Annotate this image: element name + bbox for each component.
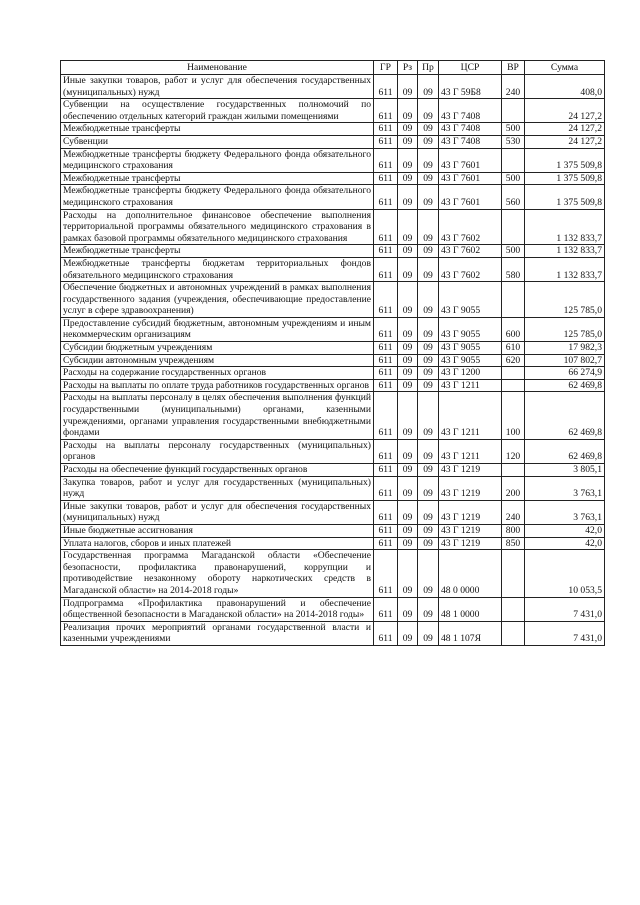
row-gr: 611 xyxy=(374,257,398,281)
row-csr: 43 Г 1219 xyxy=(439,537,502,550)
row-vr: 240 xyxy=(502,75,525,99)
row-gr: 611 xyxy=(374,550,398,597)
header-sum: Сумма xyxy=(525,61,605,75)
row-gr: 611 xyxy=(374,148,398,172)
row-gr: 611 xyxy=(374,282,398,318)
table-row xyxy=(61,282,605,318)
row-sum: 62 469,8 xyxy=(525,392,605,439)
row-name: Иные закупки товаров, работ и услуг для обеспечения государственных (муниципальных) нужд xyxy=(61,75,374,99)
row-gr: 611 xyxy=(374,524,398,537)
row-csr: 43 Г 1211 xyxy=(439,379,502,392)
table-row xyxy=(61,185,605,209)
row-gr: 611 xyxy=(374,367,398,380)
table-row xyxy=(61,597,605,621)
row-name: Расходы на содержание государственных органов xyxy=(61,367,374,380)
row-pr: 09 xyxy=(418,354,439,367)
row-csr: 43 Г 7602 xyxy=(439,245,502,258)
row-vr xyxy=(502,621,525,645)
table-row xyxy=(61,550,605,597)
row-sum: 7 431,0 xyxy=(525,621,605,645)
row-name: Межбюджетные трансферты бюджетам территориальных фондов обязательного медицинского страхования xyxy=(61,257,374,281)
row-pr: 09 xyxy=(418,245,439,258)
row-rz: 09 xyxy=(398,354,418,367)
row-name: Межбюджетные трансферты бюджету Федерального фонда обязательного медицинского страхования xyxy=(61,148,374,172)
row-pr: 09 xyxy=(418,209,439,245)
table-row xyxy=(61,257,605,281)
row-csr: 43 Г 1219 xyxy=(439,476,502,500)
row-vr: 560 xyxy=(502,185,525,209)
table-row xyxy=(61,367,605,380)
row-pr: 09 xyxy=(418,439,439,463)
row-pr: 09 xyxy=(418,123,439,136)
row-rz: 09 xyxy=(398,257,418,281)
row-name: Обеспечение бюджетных и автономных учреждений в рамках выполнения государственного задания (учреждения, обеспечивающие предоставление услуг в сфере здравоохранения) xyxy=(61,282,374,318)
table-row xyxy=(61,317,605,341)
row-name: Субсидии автономным учреждениям xyxy=(61,354,374,367)
budget-table xyxy=(60,60,605,646)
row-name: Расходы на выплаты персоналу в целях обеспечения выполнения функций государственными (муниципальными) органами, казенными учреждениями, органами управления государственными внебюджетными фондами xyxy=(61,392,374,439)
row-sum: 1 375 509,8 xyxy=(525,172,605,185)
row-rz: 09 xyxy=(398,209,418,245)
table-row xyxy=(61,476,605,500)
row-sum: 66 274,9 xyxy=(525,367,605,380)
row-rz: 09 xyxy=(398,537,418,550)
row-sum: 3 763,1 xyxy=(525,476,605,500)
row-gr: 611 xyxy=(374,392,398,439)
table-row xyxy=(61,379,605,392)
row-pr: 09 xyxy=(418,537,439,550)
row-pr: 09 xyxy=(418,500,439,524)
row-vr: 610 xyxy=(502,342,525,355)
row-pr: 09 xyxy=(418,524,439,537)
row-vr: 500 xyxy=(502,123,525,136)
row-sum: 107 802,7 xyxy=(525,354,605,367)
row-name: Субвенции на осуществление государственных полномочий по обеспечению отдельных категорий граждан жилыми помещениями xyxy=(61,99,374,123)
row-csr: 43 Г 9055 xyxy=(439,317,502,341)
table-row xyxy=(61,524,605,537)
row-rz: 09 xyxy=(398,172,418,185)
row-vr: 800 xyxy=(502,524,525,537)
row-vr: 120 xyxy=(502,439,525,463)
header-name: Наименование xyxy=(61,61,374,75)
table-row xyxy=(61,537,605,550)
row-name: Субвенции xyxy=(61,135,374,148)
row-csr: 43 Г 7408 xyxy=(439,123,502,136)
row-sum: 24 127,2 xyxy=(525,99,605,123)
row-vr: 200 xyxy=(502,476,525,500)
row-csr: 43 Г 1211 xyxy=(439,439,502,463)
row-sum: 42,0 xyxy=(525,537,605,550)
row-vr xyxy=(502,367,525,380)
row-pr: 09 xyxy=(418,476,439,500)
table-row xyxy=(61,245,605,258)
row-gr: 611 xyxy=(374,597,398,621)
row-csr: 43 Г 7602 xyxy=(439,257,502,281)
row-vr xyxy=(502,148,525,172)
row-csr: 43 Г 7408 xyxy=(439,99,502,123)
row-pr: 09 xyxy=(418,135,439,148)
row-csr: 43 Г 7408 xyxy=(439,135,502,148)
row-sum: 24 127,2 xyxy=(525,123,605,136)
row-csr: 43 Г 7601 xyxy=(439,172,502,185)
row-gr: 611 xyxy=(374,537,398,550)
row-gr: 611 xyxy=(374,317,398,341)
row-csr: 43 Г 9055 xyxy=(439,282,502,318)
row-gr: 611 xyxy=(374,379,398,392)
row-rz: 09 xyxy=(398,135,418,148)
row-rz: 09 xyxy=(398,464,418,477)
header-pr: Пр xyxy=(418,61,439,75)
row-vr: 850 xyxy=(502,537,525,550)
row-pr: 09 xyxy=(418,367,439,380)
row-rz: 09 xyxy=(398,524,418,537)
row-pr: 09 xyxy=(418,464,439,477)
row-csr: 43 Г 1219 xyxy=(439,464,502,477)
row-rz: 09 xyxy=(398,621,418,645)
row-vr: 240 xyxy=(502,500,525,524)
row-gr: 611 xyxy=(374,464,398,477)
row-vr xyxy=(502,99,525,123)
row-gr: 611 xyxy=(374,123,398,136)
row-name: Реализация прочих мероприятий органами государственной власти и казенными учреждениями xyxy=(61,621,374,645)
row-sum: 1 132 833,7 xyxy=(525,209,605,245)
row-sum: 1 132 833,7 xyxy=(525,257,605,281)
row-csr: 43 Г 9055 xyxy=(439,342,502,355)
table-row xyxy=(61,148,605,172)
row-vr xyxy=(502,282,525,318)
row-vr xyxy=(502,379,525,392)
table-row xyxy=(61,354,605,367)
row-rz: 09 xyxy=(398,148,418,172)
table-row xyxy=(61,135,605,148)
row-csr: 48 1 107Я xyxy=(439,621,502,645)
row-rz: 09 xyxy=(398,75,418,99)
row-name: Расходы на выплаты персоналу государственных (муниципальных) органов xyxy=(61,439,374,463)
table-row xyxy=(61,439,605,463)
row-vr: 100 xyxy=(502,392,525,439)
row-gr: 611 xyxy=(374,500,398,524)
row-name: Межбюджетные трансферты xyxy=(61,245,374,258)
row-vr: 530 xyxy=(502,135,525,148)
row-name: Расходы на дополнительное финансовое обеспечение выполнения территориальной программы обязательного медицинского страхования в рамках базовой программы обязательного медицинского страхования xyxy=(61,209,374,245)
row-rz: 09 xyxy=(398,476,418,500)
table-row xyxy=(61,621,605,645)
row-name: Расходы на выплаты по оплате труда работников государственных органов xyxy=(61,379,374,392)
table-row xyxy=(61,123,605,136)
row-vr: 580 xyxy=(502,257,525,281)
row-name: Субсидии бюджетным учреждениям xyxy=(61,342,374,355)
row-pr: 09 xyxy=(418,550,439,597)
row-pr: 09 xyxy=(418,392,439,439)
row-rz: 09 xyxy=(398,282,418,318)
row-rz: 09 xyxy=(398,123,418,136)
row-csr: 43 Г 7602 xyxy=(439,209,502,245)
row-sum: 1 375 509,8 xyxy=(525,148,605,172)
row-pr: 09 xyxy=(418,148,439,172)
row-name: Государственная программа Магаданской области «Обеспечение безопасности, профилактика правонарушений, коррупции и противодействие незаконному обороту наркотических средств в Магаданской области» на 2014-2018 годы» xyxy=(61,550,374,597)
row-name: Закупка товаров, работ и услуг для государственных (муниципальных) нужд xyxy=(61,476,374,500)
header-vr: ВР xyxy=(502,61,525,75)
row-gr: 611 xyxy=(374,99,398,123)
row-rz: 09 xyxy=(398,500,418,524)
row-csr: 43 Г 1219 xyxy=(439,500,502,524)
row-rz: 09 xyxy=(398,439,418,463)
row-rz: 09 xyxy=(398,317,418,341)
row-gr: 611 xyxy=(374,172,398,185)
table-row xyxy=(61,99,605,123)
row-sum: 62 469,8 xyxy=(525,379,605,392)
row-pr: 09 xyxy=(418,621,439,645)
row-sum: 62 469,8 xyxy=(525,439,605,463)
row-vr: 500 xyxy=(502,172,525,185)
row-name: Предоставление субсидий бюджетным, автономным учреждениям и иным некоммерческим организациям xyxy=(61,317,374,341)
row-gr: 611 xyxy=(374,621,398,645)
row-gr: 611 xyxy=(374,439,398,463)
row-vr: 620 xyxy=(502,354,525,367)
table-row xyxy=(61,209,605,245)
row-name: Иные закупки товаров, работ и услуг для обеспечения государственных (муниципальных) нужд xyxy=(61,500,374,524)
row-sum: 125 785,0 xyxy=(525,317,605,341)
row-rz: 09 xyxy=(398,550,418,597)
row-name: Межбюджетные трансферты бюджету Федерального фонда обязательного медицинского страхования xyxy=(61,185,374,209)
row-vr: 500 xyxy=(502,245,525,258)
row-sum: 1 375 509,8 xyxy=(525,185,605,209)
table-row xyxy=(61,342,605,355)
row-pr: 09 xyxy=(418,172,439,185)
header-csr: ЦСР xyxy=(439,61,502,75)
row-csr: 43 Г 1211 xyxy=(439,392,502,439)
table-row xyxy=(61,172,605,185)
row-pr: 09 xyxy=(418,597,439,621)
row-sum: 408,0 xyxy=(525,75,605,99)
row-pr: 09 xyxy=(418,282,439,318)
table-row xyxy=(61,392,605,439)
row-name: Уплата налогов, сборов и иных платежей xyxy=(61,537,374,550)
row-vr: 600 xyxy=(502,317,525,341)
table-row xyxy=(61,75,605,99)
row-vr xyxy=(502,550,525,597)
row-rz: 09 xyxy=(398,379,418,392)
row-csr: 43 Г 7601 xyxy=(439,148,502,172)
row-name: Межбюджетные трансферты xyxy=(61,123,374,136)
row-csr: 43 Г 1219 xyxy=(439,524,502,537)
document-page xyxy=(60,60,604,646)
row-sum: 10 053,5 xyxy=(525,550,605,597)
row-gr: 611 xyxy=(374,209,398,245)
row-name: Иные бюджетные ассигнования xyxy=(61,524,374,537)
row-rz: 09 xyxy=(398,185,418,209)
row-rz: 09 xyxy=(398,392,418,439)
row-csr: 48 1 0000 xyxy=(439,597,502,621)
row-sum: 17 982,3 xyxy=(525,342,605,355)
table-row xyxy=(61,464,605,477)
row-gr: 611 xyxy=(374,342,398,355)
header-rz: Рз xyxy=(398,61,418,75)
row-pr: 09 xyxy=(418,317,439,341)
row-name: Расходы на обеспечение функций государственных органов xyxy=(61,464,374,477)
row-vr xyxy=(502,597,525,621)
row-csr: 43 Г 7601 xyxy=(439,185,502,209)
row-sum: 7 431,0 xyxy=(525,597,605,621)
row-sum: 42,0 xyxy=(525,524,605,537)
row-gr: 611 xyxy=(374,354,398,367)
header-gr: ГР xyxy=(374,61,398,75)
row-vr xyxy=(502,464,525,477)
row-vr xyxy=(502,209,525,245)
row-csr: 48 0 0000 xyxy=(439,550,502,597)
row-sum: 24 127,2 xyxy=(525,135,605,148)
row-sum: 3 805,1 xyxy=(525,464,605,477)
row-pr: 09 xyxy=(418,75,439,99)
row-rz: 09 xyxy=(398,99,418,123)
row-gr: 611 xyxy=(374,245,398,258)
row-name: Подпрограмма «Профилактика правонарушений и обеспечение общественной безопасности в Магаданской области» на 2014-2018 годы» xyxy=(61,597,374,621)
row-gr: 611 xyxy=(374,476,398,500)
row-pr: 09 xyxy=(418,379,439,392)
row-rz: 09 xyxy=(398,367,418,380)
row-rz: 09 xyxy=(398,245,418,258)
row-rz: 09 xyxy=(398,342,418,355)
row-pr: 09 xyxy=(418,99,439,123)
row-pr: 09 xyxy=(418,185,439,209)
header-row xyxy=(61,61,605,75)
row-name: Межбюджетные трансферты xyxy=(61,172,374,185)
row-pr: 09 xyxy=(418,342,439,355)
table-row xyxy=(61,500,605,524)
row-rz: 09 xyxy=(398,597,418,621)
row-csr: 43 Г 59Б8 xyxy=(439,75,502,99)
row-gr: 611 xyxy=(374,135,398,148)
row-sum: 3 763,1 xyxy=(525,500,605,524)
row-gr: 611 xyxy=(374,185,398,209)
row-pr: 09 xyxy=(418,257,439,281)
row-csr: 43 Г 1200 xyxy=(439,367,502,380)
row-sum: 1 132 833,7 xyxy=(525,245,605,258)
row-csr: 43 Г 9055 xyxy=(439,354,502,367)
row-gr: 611 xyxy=(374,75,398,99)
row-sum: 125 785,0 xyxy=(525,282,605,318)
